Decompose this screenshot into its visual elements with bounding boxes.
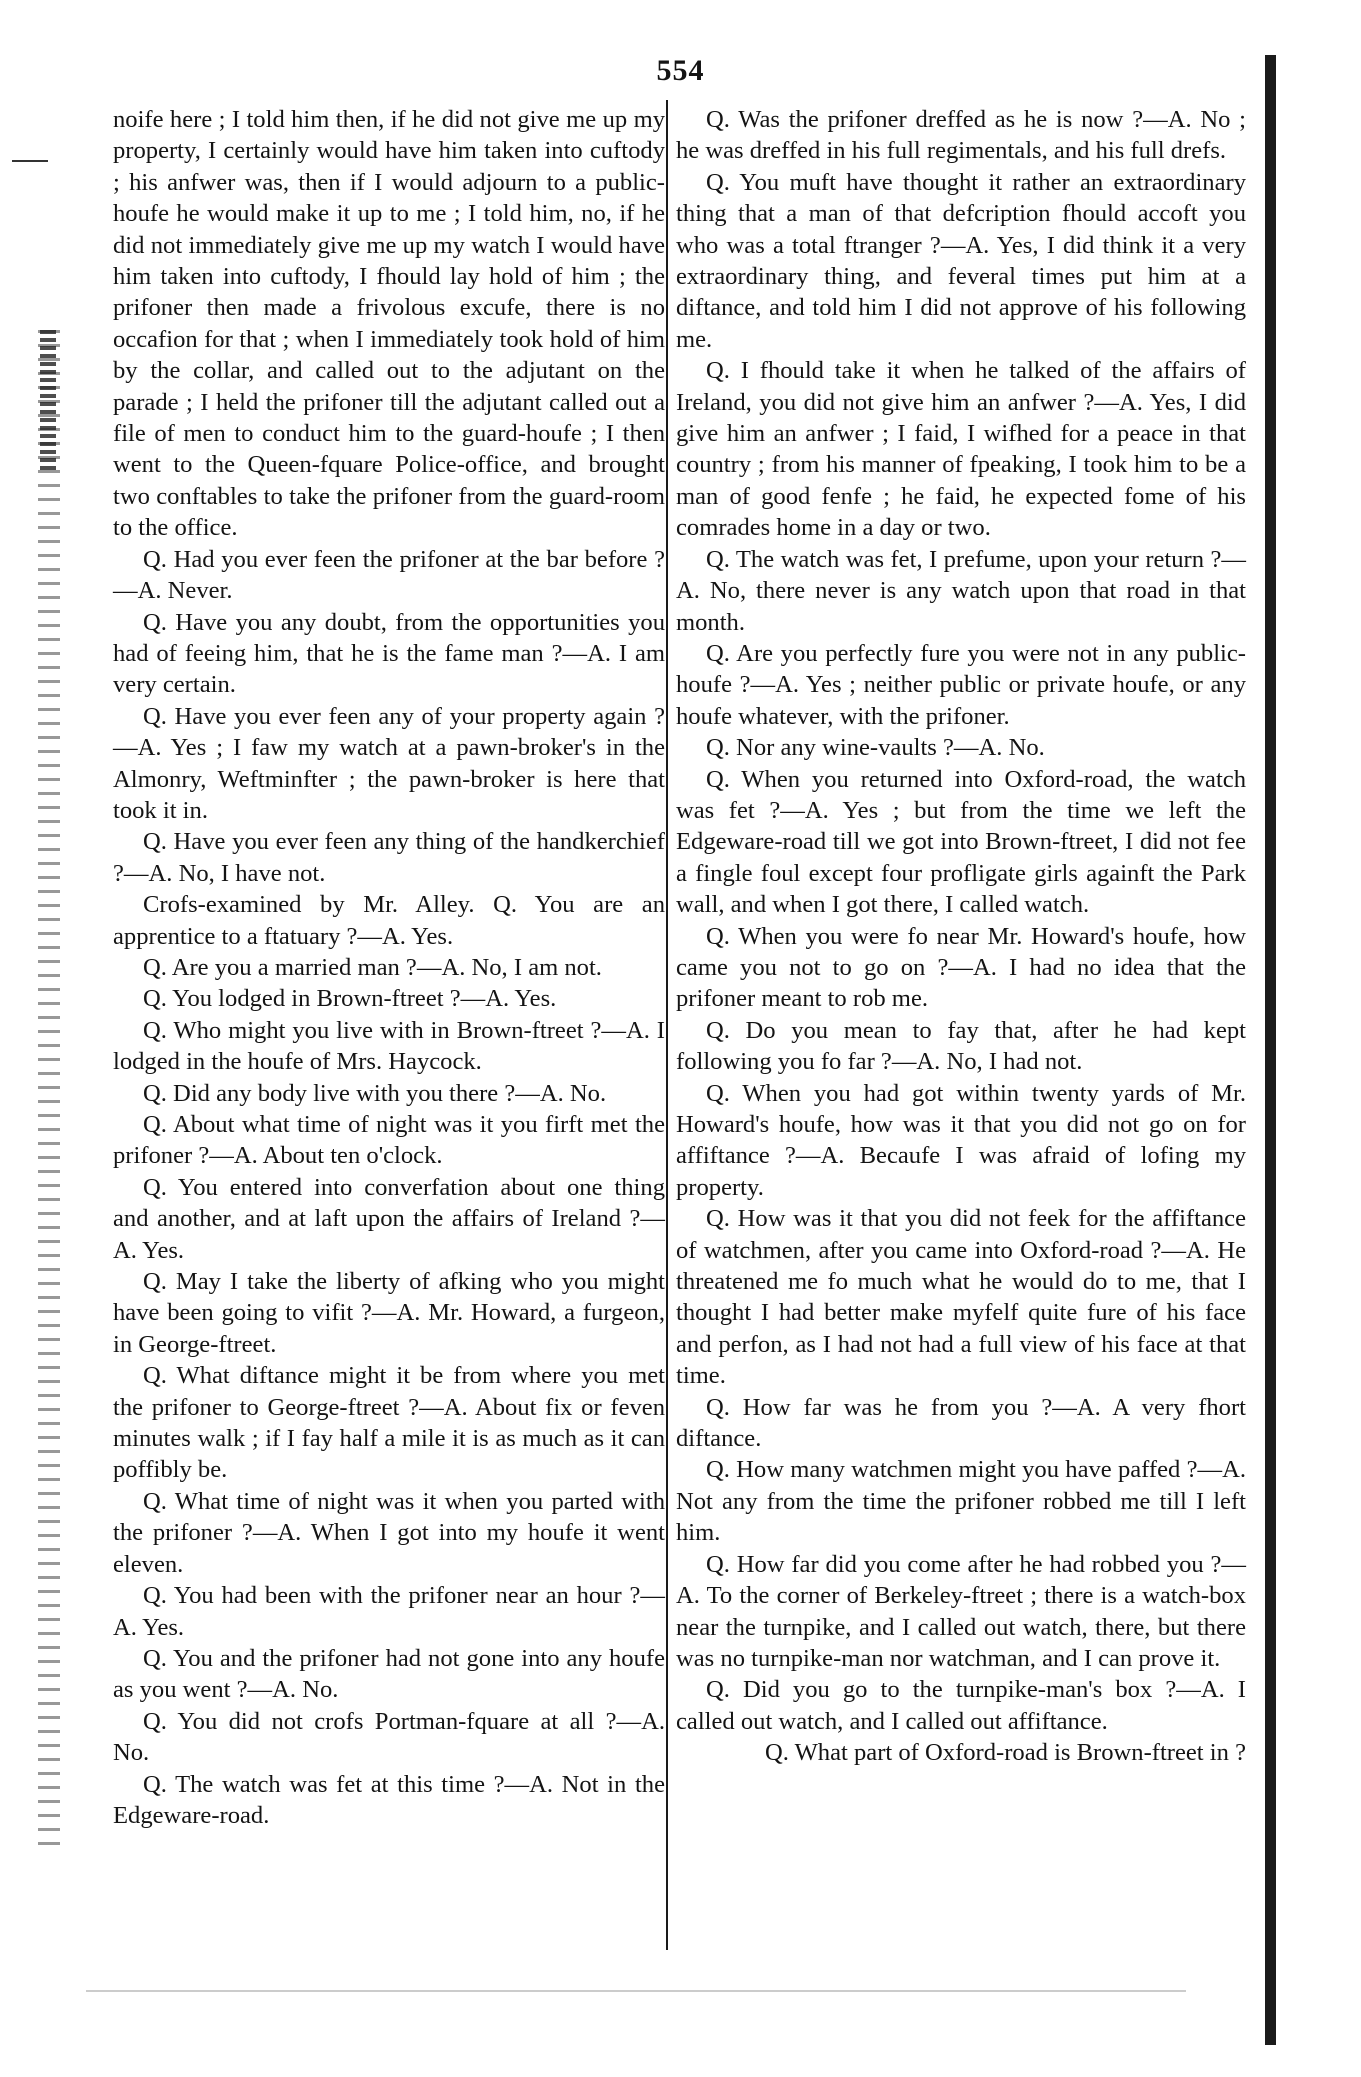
paragraph: Q. When you returned into Oxford-road, the watch was fet ?—A. Yes ; but from the time we left the Edgeware-road till we got into Brown-ftreet, I did not fee a fingle foul except four profligate girls againft the Park wall, and when I got there, I called watch. [676,765,1246,919]
paragraph: Q. You muft have thought it rather an extraordinary thing that a man of that defcription fhould accoft you who was a total ftranger ?—A. Yes, I did think it a very extraordinary thing, and feveral times put him at a diftance, and told him I did not approve of his following me. [676,168,1246,353]
paragraph: Crofs-examined by Mr. Alley. Q. You are an apprentice to a ftatuary ?—A. Yes. [113,891,665,950]
paragraph: Q. Have you any doubt, from the opportunities you had of feeing him, that he is the fame man ?—A. I am very certain. [113,608,665,699]
paragraph: Q. You did not crofs Portman-fquare at all ?—A. No. [113,1707,665,1767]
paragraph: Q. How many watchmen might you have paffed ?—A. Not any from the time the prifoner robbed me till I left him. [676,1456,1246,1547]
paragraph: Q. Nor any wine-vaults ?—A. No. [706,734,1045,762]
paragraph: Q. What part of Oxford-road is Brown-ftreet in ? [764,1739,1246,1767]
paragraph: Q. Are you perfectly fure you were not in any public-houfe ?—A. Yes ; neither public or private houfe, or any houfe whatever, with the prifoner. [676,639,1246,730]
paragraph: Q. I fhould take it when he talked of the affairs of Ireland, you did not give him an anfwer ?—A. Yes, I did give him an anfwer ; I faid, I wifhed for a peace in that country ; from his manner of fpeaking, I took him to be a man of good fenfe ; he faid, he expected fome of his comrades home in a day or two. [676,357,1246,542]
paragraph: Q. You had been with the prifoner near an hour ?—A. Yes. [113,1582,665,1641]
paragraph: Q. Was the prifoner dreffed as he is now ?—A. No ; he was dreffed in his full regimentals, and his full drefs. [676,106,1246,165]
paragraph: Q. Had you ever feen the prifoner at the bar before ?—A. Never. [113,545,665,605]
paragraph: Q. Who might you live with in Brown-ftreet ?—A. I lodged in the houfe of Mrs. Haycock. [113,1016,665,1076]
paragraph: Q. Have you ever feen any thing of the handkerchief ?—A. No, I have not. [113,828,665,887]
paragraph: Q. Did any body live with you there ?—A. No. [143,1079,607,1107]
paragraph: Q. The watch was fet at this time ?—A. Not in the Edgeware-road. [113,1770,665,1829]
margin-bleed-marks-dense [40,330,56,470]
margin-bleed-marks [38,330,60,1850]
paragraph: Q. When you were fo near Mr. Howard's houfe, how came you not to go on ?—A. I had no idea that the prifoner meant to rob me. [676,922,1246,1013]
paragraph: Q. Did you go to the turnpike-man's box ?—A. I called out watch, and I called out affiftance. [676,1676,1246,1735]
paragraph: Q. Have you ever feen any of your property again ?—A. Yes ; I faw my watch at a pawn-broker's in the Almonry, Weftminfter ; the pawn-broker is here that took it in. [113,702,665,824]
paragraph: Q. How far did you come after he had robbed you ?—A. To the corner of Berkeley-ftreet ; there is a watch-box near the turnpike, and I called out watch, there, but there was no turnpike-man nor watchman, and I can prove it. [676,1550,1246,1672]
paragraph: Q. May I take the liberty of afking who you might have been going to vifit ?—A. Mr. Howard, a furgeon, in George-ftreet. [113,1268,665,1358]
paragraph: Q. About what time of night was it you firft met the prifoner ?—A. About ten o'clock. [113,1111,665,1170]
left-column [113,104,665,1831]
paragraph: Q. What time of night was it when you parted with the prifoner ?—A. When I got into my houfe it went eleven. [113,1487,665,1578]
paragraph: Q. How was it that you did not feek for the affiftance of watchmen, after you came into Oxford-road ?—A. He threatened me fo much what he would do to me, that I thought I had better make myfelf quite fure of his face and perfon, as I had not had a full view of his face at that time. [676,1205,1246,1390]
right-column [676,104,1246,1769]
paragraph: Q. When you had got within twenty yards of Mr. Howard's houfe, how was it that you did not go on for affiftance ?—A. Becaufe I was afraid of lofing my property. [676,1079,1246,1201]
paragraph: Q. What diftance might it be from where you met the prifoner to George-ftreet ?—A. About fix or feven minutes walk ; if I fay half a mile it is as much as it can poffibly be. [113,1362,665,1484]
paragraph: Q. You and the prifoner had not gone into any houfe as you went ?—A. No. [113,1644,665,1704]
paragraph: Q. The watch was fet, I prefume, upon your return ?—A. No, there never is any watch upon that road in that month. [676,545,1246,636]
page-number: 554 [656,54,705,87]
paragraph: Q. How far was he from you ?—A. A very fhort diftance. [676,1393,1246,1453]
paragraph: noife here ; I told him then, if he did not give me up my property, I certainly would have him taken into cuftody ; his anfwer was, then if I would adjourn to a public-houfe he would make it up to me ; I told him, no, if he did not immediately give me up my watch I would have him taken into cuftody, I fhould lay hold of him ; the prifoner then made a frivolous excufe, there is no occafion for that ; when I immediately took hold of him by the collar, and called out to the adjutant on the parade ; I held the prifoner till the adjutant called out a file of men to conduct him to the guard-houfe ; I then went to the Queen-fquare Police-office, and brought two conftables to take the prifoner from the guard-room to the office. [113,106,665,542]
paragraph: Q. Are you a married man ?—A. No, I am not. [143,953,602,981]
column-divider [666,100,668,1950]
paragraph: Q. Do you mean to fay that, after he had kept following you fo far ?—A. No, I had not. [676,1016,1246,1076]
paragraph: Q. You lodged in Brown-ftreet ?—A. Yes. [143,985,557,1013]
footer-smudge [86,1990,1186,1992]
paragraph: Q. You entered into converfation about one thing and another, and at laft upon the affairs of Ireland ?—A. Yes. [113,1173,665,1264]
margin-mark [12,160,48,162]
binding-edge-rule [1265,55,1276,2045]
